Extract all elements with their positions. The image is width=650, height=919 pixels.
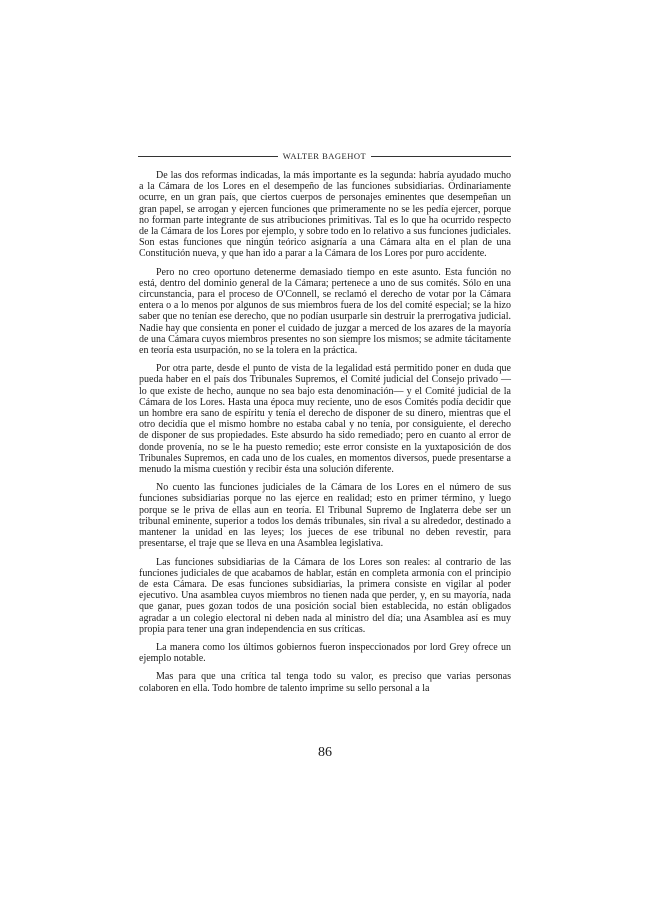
paragraph: La manera como los últimos gobiernos fueron inspeccionados por lord Grey ofrece un ejemplo notable. [139,641,511,665]
paragraph: Las funciones subsidiarias de la Cámara de los Lores son reales: al contrario de las funciones judiciales de que acabamos de hablar, están en completa armonía con el principio de esta Cámara. De esas funciones subsidiarias, la primera consiste en vigilar al poder ejecutivo. Una asamblea cuyos miembros no tienen nada que perder, y, en su mayoría, nada que ganar, pues gozan todos de una posición social bien establecida, no están obligados agradar a un colegio electoral ni deben nada al ministro del día; una Asamblea así es muy propia para tener una gran independencia en sus críticas. [139,556,511,635]
paragraph: Pero no creo oportuno detenerme demasiado tiempo en este asunto. Esta función no está, dentro del dominio general de la Cámara; pertenece a uno de sus comités. Sólo en una circunstancia, para el proceso de O'Connell, se reclamó el derecho de votar por la Cámara entera o a lo menos por algunos de sus miembros fuera de los del comité especial; se la hizo saber que no tenían ese derecho, que no podían usurparle sin destruir la prerrogativa judicial. Nadie hay que consienta en poner el cuidado de juzgar a merced de los azares de la mayoría de una Cámara cuyos miembros presentes no son siempre los mismos; se admite tácitamente en teoría esta usurpación, no se la tolera en la práctica. [139,266,511,357]
paragraph: No cuento las funciones judiciales de la Cámara de los Lores en el número de sus funciones subsidiarias porque no las ejerce en realidad; esto en primer término, y luego porque se le priva de ellas aun en teoría. El Tribunal Supremo de Inglaterra debe ser un tribunal eminente, superior a todos los demás tribunales, sin rival a su alrededor, destinado a mantener la unidad en las leyes; los jueces de ese tribunal no deben revestir, para presentarse, el traje que se lleva en una Asamblea legislativa. [139,482,511,550]
page-body [139,170,511,701]
paragraph: Mas para que una crítica tal tenga todo su valor, es preciso que varias personas colaboren en ella. Todo hombre de talento imprime su sello personal a la [139,671,511,694]
header-rule-right [371,156,511,157]
running-header [138,148,511,164]
header-rule-left [138,156,278,157]
paragraph: De las dos reformas indicadas, la más importante es la segunda: habría ayudado mucho a la Cámara de los Lores en el desempeño de las funciones subsidiarias. Ordinariamente ocurre, en un gran país, que ciertos cuerpos de personajes eminentes que desempeñan un gran papel, se arrogan y ejercen funciones que primeramente no se les pedía ejercer, porque no forman parte integrante de sus atribuciones primitivas. Tal es lo que ha ocurrido respecto de la Cámara de los Lores por ejemplo, y sobre todo en lo relativo a sus funciones judiciales. Son estas funciones que ningún teórico asignaría a una Cámara alta en el plan de una Constitución nueva, y que han ido a parar a la Cámara de los Lores por puro accidente. [139,170,511,260]
header-title: WALTER BAGEHOT [282,151,367,161]
page-number: 86 [318,745,332,760]
paragraph: Por otra parte, desde el punto de vista de la legalidad está permitido poner en duda que pueda haber en el país dos Tribunales Supremos, el Comité judicial del Consejo privado —lo que existe de hecho, aunque no sea bajo esta denominación— y el Comité judicial de la Cámara de los Lores. Hasta una época muy reciente, uno de esos Comités podía decidir que un hombre era sano de espíritu y tenía el derecho de disponer de su dinero, mientras que el otro decidía que el mismo hombre no estaba cabal y no tenía, por consiguiente, el derecho de disponer de sus propiedades. Este absurdo ha sido remediado; pero en cuanto al error de donde provenía, no se le ha puesto remedio; este error consiste en la yuxtaposición de dos Tribunales Supremos, en cada uno de los cuales, en momentos diversos, puede presentarse a menudo la misma cuestión y recibir ésta una solución diferente. [139,363,511,476]
